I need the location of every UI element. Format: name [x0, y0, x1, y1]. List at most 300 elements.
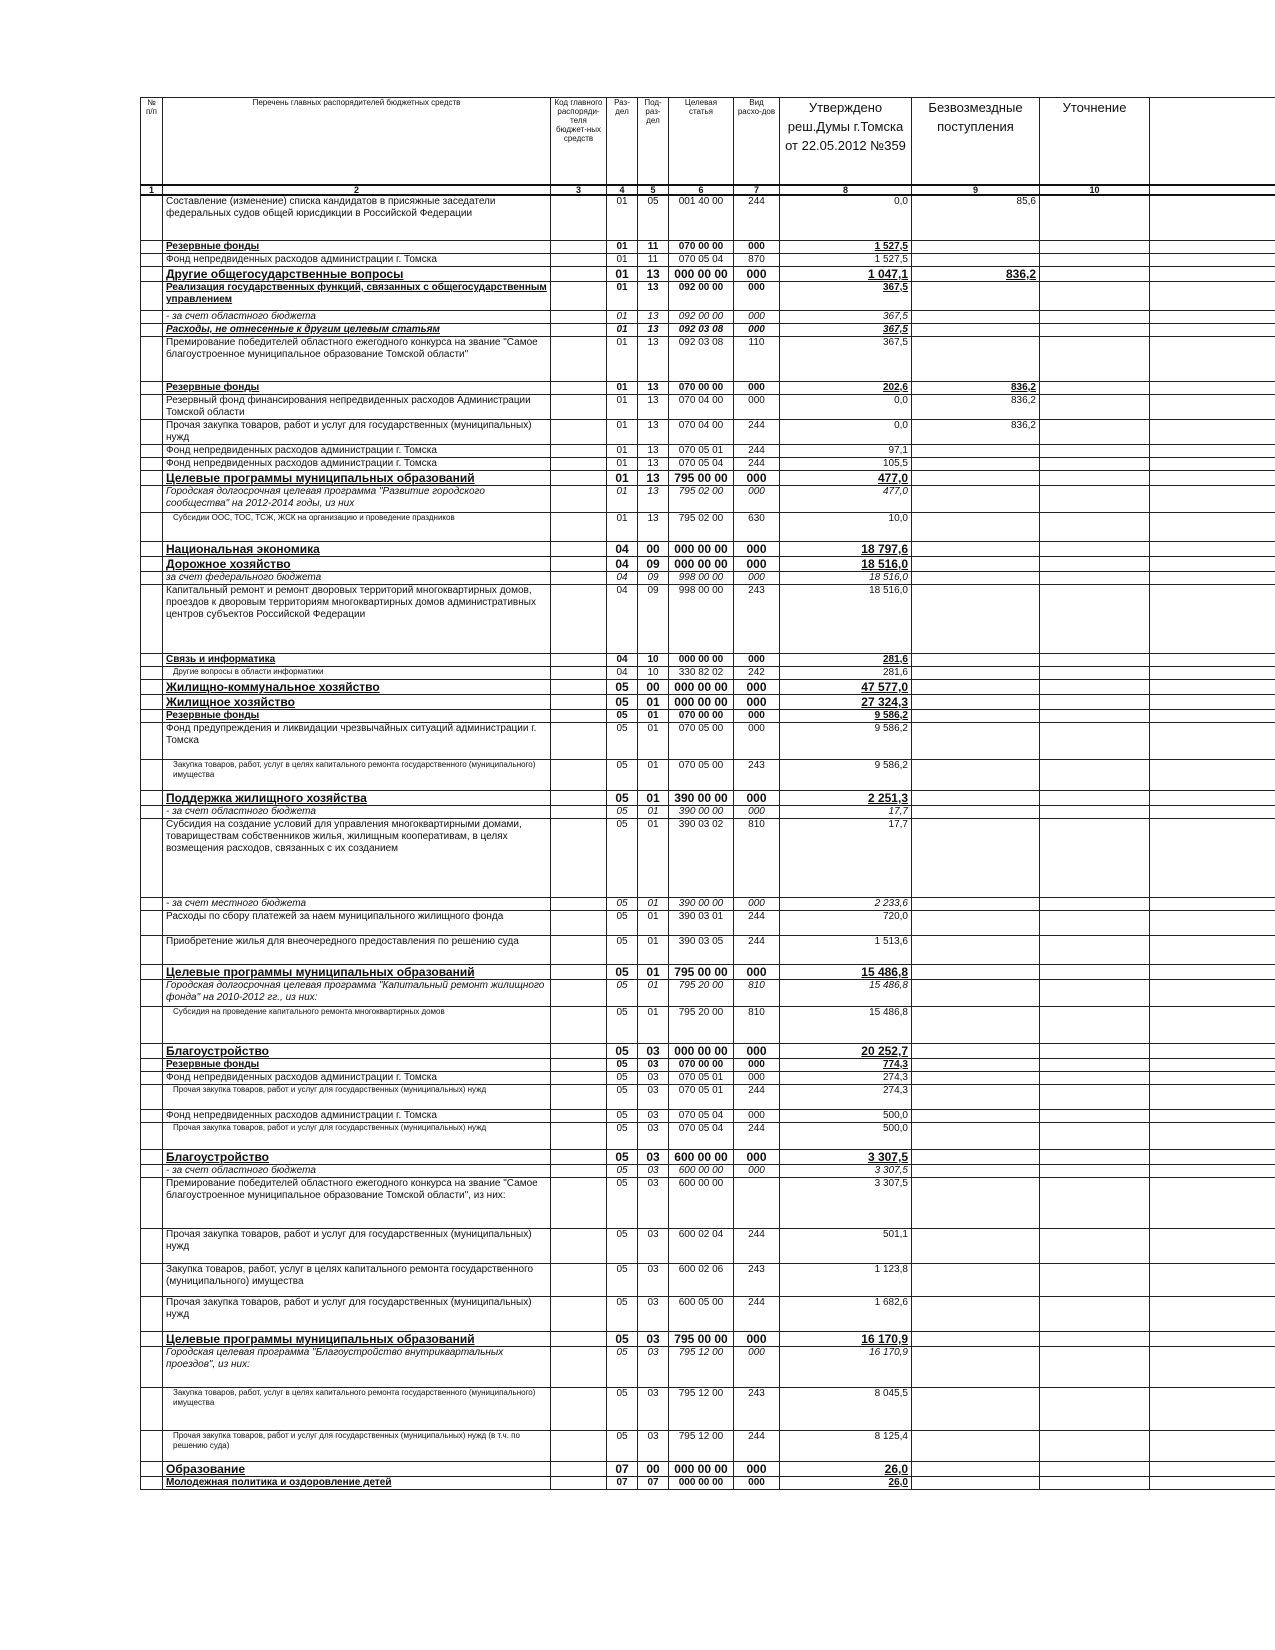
- table-row: [141, 254, 1275, 267]
- row-name-cell: Городская целевая программа "Благоустройство внутриквартальных проездов", из них:: [163, 1347, 551, 1388]
- table-row: [141, 267, 1275, 282]
- row-article-cell: 795 20 00: [669, 1007, 734, 1044]
- row-free-cell: [912, 324, 1040, 337]
- row-number-cell: [141, 723, 163, 760]
- table-row: [141, 695, 1275, 710]
- row-razdel-cell: 05: [607, 1085, 638, 1110]
- row-number-cell: [141, 486, 163, 513]
- row-free-cell: [912, 254, 1040, 267]
- row-vid-cell: 870: [734, 254, 780, 267]
- row-free-cell: [912, 654, 1040, 667]
- row-article-cell: 000 00 00: [669, 680, 734, 695]
- row-podrazdel-cell: 13: [638, 395, 669, 420]
- row-extra-cell: [1150, 254, 1275, 267]
- header-razdel: Раз-дел: [607, 98, 638, 186]
- row-vid-cell: 000: [734, 1110, 780, 1123]
- row-clarify-cell: [1040, 585, 1150, 654]
- row-name-cell: Жилищно-коммунальное хозяйство: [163, 680, 551, 695]
- row-razdel-cell: 05: [607, 819, 638, 898]
- row-number-cell: [141, 1007, 163, 1044]
- row-name-cell: Дорожное хозяйство: [163, 557, 551, 572]
- row-number-cell: [141, 1072, 163, 1085]
- col-number: 9: [912, 185, 1040, 195]
- row-vid-cell: 244: [734, 420, 780, 445]
- row-vid-cell: 244: [734, 911, 780, 936]
- col-number: 2: [163, 185, 551, 195]
- table-row: [141, 980, 1275, 1007]
- row-extra-cell: [1150, 695, 1275, 710]
- table-row: [141, 1007, 1275, 1044]
- row-article-cell: 070 05 01: [669, 1072, 734, 1085]
- row-name-cell: Городская долгосрочная целевая программа "Капитальный ремонт жилищного фонда" на 2010-2012 гг., из них:: [163, 980, 551, 1007]
- table-row: [141, 1297, 1275, 1332]
- row-approved-cell: 18 516,0: [780, 572, 912, 585]
- row-name-cell: Расходы, не отнесенные к другим целевым статьям: [163, 324, 551, 337]
- row-number-cell: [141, 680, 163, 695]
- row-extra-cell: [1150, 395, 1275, 420]
- row-clarify-cell: [1040, 445, 1150, 458]
- row-vid-cell: 000: [734, 557, 780, 572]
- row-article-cell: 000 00 00: [669, 542, 734, 557]
- row-vid-cell: [734, 1178, 780, 1229]
- row-name-cell: Резервные фонды: [163, 382, 551, 395]
- row-approved-cell: 274,3: [780, 1085, 912, 1110]
- row-free-cell: [912, 1477, 1040, 1490]
- row-clarify-cell: [1040, 1477, 1150, 1490]
- row-free-cell: [912, 760, 1040, 791]
- row-approved-cell: 720,0: [780, 911, 912, 936]
- row-name-cell: Резервные фонды: [163, 1059, 551, 1072]
- row-clarify-cell: [1040, 1347, 1150, 1388]
- row-code-cell: [551, 557, 607, 572]
- row-number-cell: [141, 1388, 163, 1431]
- table-row: [141, 1347, 1275, 1388]
- row-approved-cell: 0,0: [780, 395, 912, 420]
- row-razdel-cell: 05: [607, 1388, 638, 1431]
- row-razdel-cell: 04: [607, 572, 638, 585]
- row-clarify-cell: [1040, 1388, 1150, 1431]
- table-row: [141, 1150, 1275, 1165]
- table-row: [141, 1477, 1275, 1490]
- table-row: [141, 710, 1275, 723]
- row-podrazdel-cell: 01: [638, 723, 669, 760]
- row-razdel-cell: 01: [607, 324, 638, 337]
- row-number-cell: [141, 557, 163, 572]
- row-approved-cell: 281,6: [780, 654, 912, 667]
- row-podrazdel-cell: 13: [638, 337, 669, 382]
- row-vid-cell: 244: [734, 1297, 780, 1332]
- row-number-cell: [141, 911, 163, 936]
- row-article-cell: 795 12 00: [669, 1388, 734, 1431]
- row-extra-cell: [1150, 1388, 1275, 1431]
- header-code: Код главного распоряди-теля бюджет-ных средств: [551, 98, 607, 186]
- row-vid-cell: 000: [734, 695, 780, 710]
- row-article-cell: 070 05 04: [669, 1110, 734, 1123]
- row-number-cell: [141, 311, 163, 324]
- row-approved-cell: 18 516,0: [780, 557, 912, 572]
- row-name-cell: Прочая закупка товаров, работ и услуг для государственных (муниципальных) нужд: [163, 1229, 551, 1264]
- row-vid-cell: 000: [734, 898, 780, 911]
- row-name-cell: Городская долгосрочная целевая программа "Развитие городского сообщества" на 2012-2014 годы, из них: [163, 486, 551, 513]
- row-podrazdel-cell: 13: [638, 311, 669, 324]
- row-article-cell: 070 00 00: [669, 1059, 734, 1072]
- row-number-cell: [141, 471, 163, 486]
- row-free-cell: [912, 710, 1040, 723]
- row-clarify-cell: [1040, 1150, 1150, 1165]
- row-clarify-cell: [1040, 382, 1150, 395]
- row-razdel-cell: 05: [607, 936, 638, 965]
- row-approved-cell: 9 586,2: [780, 723, 912, 760]
- row-name-cell: Благоустройство: [163, 1044, 551, 1059]
- row-podrazdel-cell: 01: [638, 898, 669, 911]
- row-extra-cell: [1150, 572, 1275, 585]
- row-free-cell: [912, 557, 1040, 572]
- row-razdel-cell: 01: [607, 241, 638, 254]
- row-number-cell: [141, 282, 163, 311]
- row-name-cell: Другие вопросы в области информатики: [163, 667, 551, 680]
- row-name-cell: Фонд непредвиденных расходов администрации г. Томска: [163, 445, 551, 458]
- row-podrazdel-cell: 13: [638, 267, 669, 282]
- row-podrazdel-cell: 01: [638, 819, 669, 898]
- row-free-cell: [912, 1150, 1040, 1165]
- row-podrazdel-cell: 03: [638, 1044, 669, 1059]
- table-row: [141, 557, 1275, 572]
- row-code-cell: [551, 267, 607, 282]
- row-code-cell: [551, 819, 607, 898]
- row-code-cell: [551, 760, 607, 791]
- row-code-cell: [551, 1072, 607, 1085]
- row-free-cell: [912, 241, 1040, 254]
- row-name-cell: за счет федерального бюджета: [163, 572, 551, 585]
- row-extra-cell: [1150, 241, 1275, 254]
- header-approved: Утверждено реш.Думы г.Томска от 22.05.2012 №359: [780, 98, 912, 186]
- row-article-cell: 795 02 00: [669, 513, 734, 542]
- row-free-cell: [912, 667, 1040, 680]
- row-name-cell: Субсидия на создание условий для управления многоквартирными домами, товариществам собственников жилья, жилищным кооперативам, в целях возмещения расходов, связанных с их созданием: [163, 819, 551, 898]
- table-header-row: [141, 98, 1275, 186]
- row-free-cell: [912, 513, 1040, 542]
- row-clarify-cell: [1040, 1431, 1150, 1462]
- row-article-cell: 998 00 00: [669, 585, 734, 654]
- row-free-cell: [912, 911, 1040, 936]
- row-free-cell: 85,6: [912, 195, 1040, 241]
- row-clarify-cell: [1040, 420, 1150, 445]
- row-code-cell: [551, 1123, 607, 1150]
- row-clarify-cell: [1040, 1110, 1150, 1123]
- row-code-cell: [551, 337, 607, 382]
- row-podrazdel-cell: 10: [638, 667, 669, 680]
- row-approved-cell: 477,0: [780, 471, 912, 486]
- row-clarify-cell: [1040, 1123, 1150, 1150]
- row-razdel-cell: 04: [607, 542, 638, 557]
- row-article-cell: 795 12 00: [669, 1431, 734, 1462]
- row-article-cell: 000 00 00: [669, 1462, 734, 1477]
- row-number-cell: [141, 382, 163, 395]
- row-name-cell: Связь и информатика: [163, 654, 551, 667]
- table-row: [141, 680, 1275, 695]
- row-podrazdel-cell: 03: [638, 1150, 669, 1165]
- row-extra-cell: [1150, 911, 1275, 936]
- row-number-cell: [141, 760, 163, 791]
- row-approved-cell: 8 125,4: [780, 1431, 912, 1462]
- row-clarify-cell: [1040, 282, 1150, 311]
- row-code-cell: [551, 420, 607, 445]
- row-code-cell: [551, 1462, 607, 1477]
- row-podrazdel-cell: 03: [638, 1264, 669, 1297]
- row-name-cell: Составление (изменение) списка кандидатов в присяжные заседатели федеральных судов общей юрисдикции в Российской Федерации: [163, 195, 551, 241]
- row-approved-cell: 26,0: [780, 1477, 912, 1490]
- table-row: [141, 791, 1275, 806]
- budget-table: [140, 97, 1275, 1490]
- row-razdel-cell: 01: [607, 420, 638, 445]
- row-clarify-cell: [1040, 1229, 1150, 1264]
- row-article-cell: 070 04 00: [669, 395, 734, 420]
- row-clarify-cell: [1040, 1462, 1150, 1477]
- table-row: [141, 1085, 1275, 1110]
- row-number-cell: [141, 337, 163, 382]
- row-article-cell: 070 04 00: [669, 420, 734, 445]
- row-extra-cell: [1150, 542, 1275, 557]
- row-approved-cell: 367,5: [780, 324, 912, 337]
- row-code-cell: [551, 1150, 607, 1165]
- row-extra-cell: [1150, 1150, 1275, 1165]
- row-extra-cell: [1150, 458, 1275, 471]
- row-vid-cell: 000: [734, 542, 780, 557]
- row-code-cell: [551, 1044, 607, 1059]
- table-row: [141, 585, 1275, 654]
- row-free-cell: [912, 282, 1040, 311]
- table-row: [141, 1165, 1275, 1178]
- row-vid-cell: 000: [734, 282, 780, 311]
- row-extra-cell: [1150, 1123, 1275, 1150]
- row-clarify-cell: [1040, 267, 1150, 282]
- row-number-cell: [141, 965, 163, 980]
- row-number-cell: [141, 513, 163, 542]
- table-row: [141, 1123, 1275, 1150]
- table-row: [141, 337, 1275, 382]
- row-razdel-cell: 01: [607, 254, 638, 267]
- row-vid-cell: 244: [734, 1123, 780, 1150]
- row-podrazdel-cell: 13: [638, 324, 669, 337]
- row-article-cell: 000 00 00: [669, 267, 734, 282]
- table-row: [141, 1059, 1275, 1072]
- row-podrazdel-cell: 01: [638, 911, 669, 936]
- row-free-cell: [912, 471, 1040, 486]
- row-extra-cell: [1150, 267, 1275, 282]
- row-razdel-cell: 05: [607, 1072, 638, 1085]
- row-podrazdel-cell: 11: [638, 241, 669, 254]
- row-approved-cell: 0,0: [780, 420, 912, 445]
- row-clarify-cell: [1040, 254, 1150, 267]
- row-name-cell: Другие общегосударственные вопросы: [163, 267, 551, 282]
- row-podrazdel-cell: 03: [638, 1431, 669, 1462]
- row-razdel-cell: 01: [607, 382, 638, 395]
- row-free-cell: [912, 898, 1040, 911]
- row-number-cell: [141, 1229, 163, 1264]
- row-razdel-cell: 05: [607, 911, 638, 936]
- row-vid-cell: 244: [734, 458, 780, 471]
- row-podrazdel-cell: 03: [638, 1123, 669, 1150]
- row-name-cell: Закупка товаров, работ, услуг в целях капитального ремонта государственного (муниципального) имущества: [163, 760, 551, 791]
- row-number-cell: [141, 1059, 163, 1072]
- row-number-cell: [141, 1477, 163, 1490]
- row-approved-cell: 500,0: [780, 1110, 912, 1123]
- row-extra-cell: [1150, 1165, 1275, 1178]
- row-clarify-cell: [1040, 1297, 1150, 1332]
- row-free-cell: [912, 1044, 1040, 1059]
- row-name-cell: Прочая закупка товаров, работ и услуг для государственных (муниципальных) нужд: [163, 1085, 551, 1110]
- row-article-cell: 600 00 00: [669, 1178, 734, 1229]
- table-row: [141, 324, 1275, 337]
- row-approved-cell: 8 045,5: [780, 1388, 912, 1431]
- row-number-cell: [141, 1165, 163, 1178]
- row-vid-cell: 000: [734, 1332, 780, 1347]
- row-article-cell: 070 05 04: [669, 1123, 734, 1150]
- row-free-cell: [912, 791, 1040, 806]
- row-clarify-cell: [1040, 1264, 1150, 1297]
- row-name-cell: Премирование победителей областного ежегодного конкурса на звание "Самое благоустроенное муниципальное образование Томской области", из них:: [163, 1178, 551, 1229]
- row-approved-cell: 2 251,3: [780, 791, 912, 806]
- row-clarify-cell: [1040, 1072, 1150, 1085]
- row-article-cell: 600 00 00: [669, 1150, 734, 1165]
- row-approved-cell: 1 513,6: [780, 936, 912, 965]
- row-clarify-cell: [1040, 195, 1150, 241]
- row-approved-cell: 1 527,5: [780, 254, 912, 267]
- row-approved-cell: 16 170,9: [780, 1347, 912, 1388]
- row-razdel-cell: 05: [607, 1123, 638, 1150]
- row-article-cell: 092 00 00: [669, 311, 734, 324]
- row-podrazdel-cell: 03: [638, 1059, 669, 1072]
- row-podrazdel-cell: 13: [638, 445, 669, 458]
- row-podrazdel-cell: 09: [638, 557, 669, 572]
- row-article-cell: 000 00 00: [669, 1044, 734, 1059]
- table-row: [141, 1229, 1275, 1264]
- row-razdel-cell: 01: [607, 486, 638, 513]
- row-code-cell: [551, 680, 607, 695]
- row-vid-cell: 000: [734, 241, 780, 254]
- row-vid-cell: 244: [734, 1229, 780, 1264]
- row-code-cell: [551, 1229, 607, 1264]
- row-number-cell: [141, 936, 163, 965]
- row-number-cell: [141, 445, 163, 458]
- row-number-cell: [141, 1085, 163, 1110]
- row-vid-cell: 244: [734, 936, 780, 965]
- row-podrazdel-cell: 01: [638, 965, 669, 980]
- row-vid-cell: 000: [734, 806, 780, 819]
- row-code-cell: [551, 254, 607, 267]
- row-razdel-cell: 01: [607, 267, 638, 282]
- row-vid-cell: 243: [734, 585, 780, 654]
- row-approved-cell: 27 324,3: [780, 695, 912, 710]
- row-razdel-cell: 05: [607, 898, 638, 911]
- row-number-cell: [141, 254, 163, 267]
- row-name-cell: Прочая закупка товаров, работ и услуг для государственных (муниципальных) нужд: [163, 1123, 551, 1150]
- row-free-cell: [912, 486, 1040, 513]
- row-article-cell: 000 00 00: [669, 695, 734, 710]
- row-article-cell: 390 03 02: [669, 819, 734, 898]
- row-extra-cell: [1150, 654, 1275, 667]
- row-number-cell: [141, 1297, 163, 1332]
- table-row: [141, 667, 1275, 680]
- row-extra-cell: [1150, 585, 1275, 654]
- row-approved-cell: 202,6: [780, 382, 912, 395]
- row-number-cell: [141, 572, 163, 585]
- row-article-cell: 600 00 00: [669, 1165, 734, 1178]
- row-extra-cell: [1150, 513, 1275, 542]
- row-article-cell: 070 05 01: [669, 1085, 734, 1110]
- row-approved-cell: 15 486,8: [780, 965, 912, 980]
- row-code-cell: [551, 282, 607, 311]
- row-name-cell: Фонд непредвиденных расходов администрации г. Томска: [163, 254, 551, 267]
- row-approved-cell: 20 252,7: [780, 1044, 912, 1059]
- table-row: [141, 819, 1275, 898]
- row-approved-cell: 477,0: [780, 486, 912, 513]
- row-podrazdel-cell: 03: [638, 1388, 669, 1431]
- row-vid-cell: 242: [734, 667, 780, 680]
- row-vid-cell: 000: [734, 382, 780, 395]
- row-extra-cell: [1150, 1059, 1275, 1072]
- row-extra-cell: [1150, 819, 1275, 898]
- row-vid-cell: 000: [734, 680, 780, 695]
- row-approved-cell: 105,5: [780, 458, 912, 471]
- row-code-cell: [551, 667, 607, 680]
- row-article-cell: 092 03 08: [669, 324, 734, 337]
- row-clarify-cell: [1040, 898, 1150, 911]
- row-code-cell: [551, 710, 607, 723]
- row-razdel-cell: 05: [607, 980, 638, 1007]
- row-name-cell: Образование: [163, 1462, 551, 1477]
- row-approved-cell: 2 233,6: [780, 898, 912, 911]
- row-article-cell: 000 00 00: [669, 1477, 734, 1490]
- row-vid-cell: 000: [734, 572, 780, 585]
- row-razdel-cell: 05: [607, 1297, 638, 1332]
- row-podrazdel-cell: 05: [638, 195, 669, 241]
- row-extra-cell: [1150, 471, 1275, 486]
- row-article-cell: 600 02 04: [669, 1229, 734, 1264]
- row-article-cell: 998 00 00: [669, 572, 734, 585]
- row-free-cell: [912, 337, 1040, 382]
- row-vid-cell: 000: [734, 965, 780, 980]
- row-razdel-cell: 01: [607, 513, 638, 542]
- row-article-cell: 070 00 00: [669, 241, 734, 254]
- header-num: № п/п: [141, 98, 163, 186]
- row-podrazdel-cell: 00: [638, 680, 669, 695]
- row-razdel-cell: 05: [607, 1264, 638, 1297]
- row-podrazdel-cell: 01: [638, 760, 669, 791]
- row-extra-cell: [1150, 195, 1275, 241]
- row-vid-cell: 000: [734, 723, 780, 760]
- row-podrazdel-cell: 01: [638, 791, 669, 806]
- row-approved-cell: 367,5: [780, 311, 912, 324]
- row-free-cell: [912, 980, 1040, 1007]
- row-razdel-cell: 05: [607, 791, 638, 806]
- row-free-cell: 836,2: [912, 382, 1040, 395]
- row-podrazdel-cell: 09: [638, 572, 669, 585]
- row-vid-cell: 000: [734, 1059, 780, 1072]
- row-extra-cell: [1150, 282, 1275, 311]
- row-code-cell: [551, 486, 607, 513]
- row-free-cell: [912, 458, 1040, 471]
- row-code-cell: [551, 445, 607, 458]
- row-podrazdel-cell: 03: [638, 1165, 669, 1178]
- row-code-cell: [551, 471, 607, 486]
- row-clarify-cell: [1040, 1059, 1150, 1072]
- row-free-cell: [912, 806, 1040, 819]
- row-name-cell: - за счет областного бюджета: [163, 1165, 551, 1178]
- table-row: [141, 1110, 1275, 1123]
- column-numbers-row: [141, 185, 1275, 195]
- row-article-cell: 795 20 00: [669, 980, 734, 1007]
